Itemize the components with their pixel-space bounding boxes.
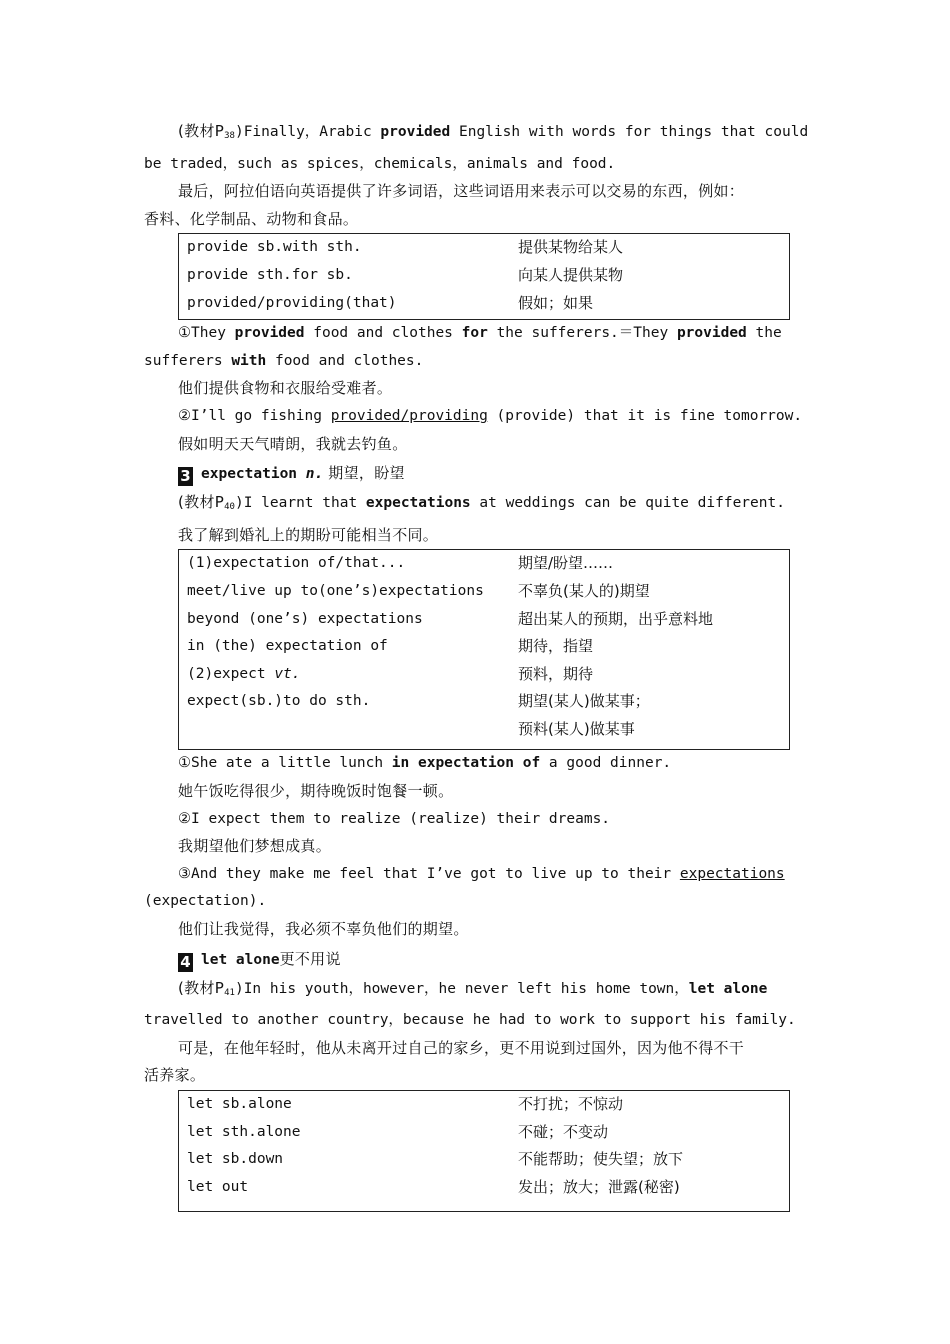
section-number-badge: 3 [178,467,193,486]
section-heading: 3 expectation n. 期望，盼望 [144,458,799,489]
table-row: beyond (one’s) expectations 超出某人的预期，出乎意料地 [187,609,714,628]
translation-cont: 活养家。 [144,1066,206,1085]
example-sentence-cont: (expectation). [144,893,267,910]
example-sentence: ②I’ll go fishing provided/providing (provide) that it is fine tomorrow. [178,407,803,424]
section-number-badge: 4 [178,953,193,972]
table-row: 预料(某人)做某事 [518,719,635,738]
phrase-table [178,1090,790,1212]
table-row: let sth.alone 不碰；不变动 [187,1122,609,1141]
example-translation: 他们让我觉得，我必须不辜负他们的期望。 [178,920,469,939]
table-row: in (the) expectation of 期待，指望 [187,637,594,656]
translation: 我了解到婚礼上的期盼可能相当不同。 [178,525,439,544]
example-sentence-cont: sufferers with food and clothes. [144,352,424,369]
table-row: let out 发出；放大；泄露(秘密) [187,1177,680,1196]
example-sentence: ①She ate a little lunch in expectation of a good dinner. [178,755,672,772]
table-row: meet/live up to(one’s)expectations 不辜负(某人的)期望 [187,581,650,600]
example-sentence: ②I expect them to realize (realize) their dreams. [178,810,611,827]
table-row: let sb.down 不能帮助；使失望；放下 [187,1150,684,1169]
source-sentence-cont: be traded，such as spices，chemicals，animals and food. [144,155,616,172]
example-sentence: ①They provided food and clothes for the sufferers.＝They provided the [178,325,782,342]
translation: 最后，阿拉伯语向英语提供了许多词语，这些词语用来表示可以交易的东西，例如： [178,182,745,201]
source-sentence-cont: travelled to another country，because he had to work to support his family. [144,1012,796,1029]
table-row: provided/providing(that) 假如；如果 [187,293,594,312]
table-row: (1)expectation of/that... 期望/盼望…… [187,554,614,573]
source-sentence-line: (教材$P_{41})In$ his youth，however，he never left his home town，let alone [178,978,768,998]
table-row: provide sth.for sb. 向某人提供某物 [187,265,624,284]
example-translation: 我期望他们梦想成真。 [178,837,332,856]
example-sentence: ③And they make me feel that I’ve got to live up to their expectations [178,865,785,882]
source-sentence-line: (教材$P_{38})Finally$，Arabic provided English with words for things that could [178,122,809,141]
source-sentence-line: (教材$P_{40})I$ learnt that expectations at weddings can be quite different. [178,493,785,513]
example-translation: 他们提供食物和衣服给受难者。 [178,379,393,398]
phrase-table [178,549,790,750]
table-row: expect(sb.)to do sth. 期望(某人)做某事； [187,692,650,711]
translation-cont: 香料、化学制品、动物和食品。 [144,209,359,228]
document-page [144,118,809,1212]
table-row: (2)expect vt. 预料，期待 [187,664,594,683]
example-translation: 她午饭吃得很少，期待晚饭时饱餐一顿。 [178,782,454,801]
example-translation: 假如明天天气晴朗，我就去钓鱼。 [178,434,408,453]
section-heading: 4 let alone更不用说 [144,944,799,975]
phrase-table [178,233,790,320]
table-row: let sb.alone 不打扰；不惊动 [187,1095,624,1113]
table-row: provide sb.with sth. 提供某物给某人 [187,238,624,257]
translation: 可是，在他年轻时，他从未离开过自己的家乡，更不用说到过国外，因为他不得不干 [178,1038,745,1057]
